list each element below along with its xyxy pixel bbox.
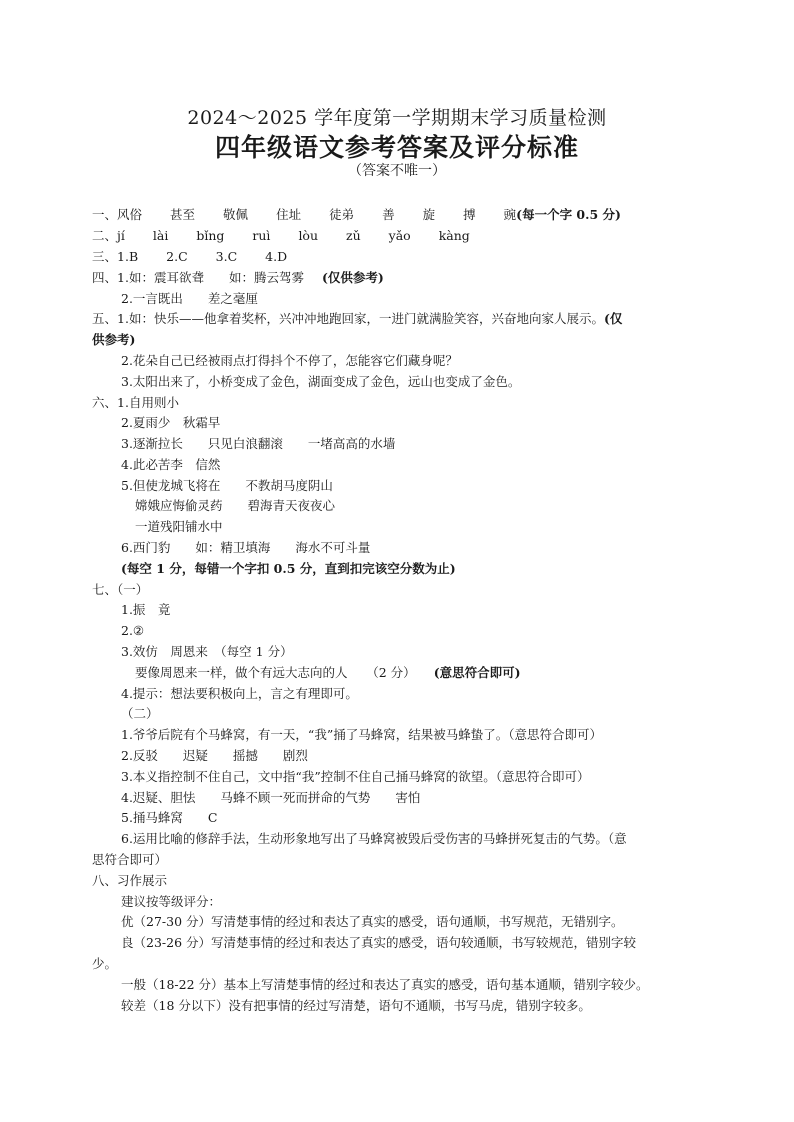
q8-line-4: 一般（18-22 分）基本上写清楚事情的经过和表达了真实的感受，语句基本通顺，错别字较少。 bbox=[121, 977, 649, 992]
q7-1-line-2: 2.② bbox=[121, 623, 145, 638]
subtitle: （答案不唯一） bbox=[348, 163, 446, 179]
q4-line-1 bbox=[92, 270, 384, 286]
q2-pinyin: ruì bbox=[252, 228, 271, 243]
q3-label: 三、 bbox=[92, 249, 118, 264]
q2-line bbox=[92, 228, 470, 244]
q2-label: 二、 bbox=[92, 228, 118, 243]
q5-note-b: 供参考) bbox=[92, 332, 136, 347]
q4-note: (仅供参考) bbox=[321, 270, 384, 285]
q2-pinyin: zǔ bbox=[346, 228, 361, 243]
q6-answer-1: 1.自用则小 bbox=[117, 395, 179, 410]
q2-pinyin: jí bbox=[117, 228, 125, 243]
q7-2-line-1: 1.爷爷后院有个马蜂窝，有一天，“我”捅了马蜂窝，结果被马蜂蛰了。（意思符合即可） bbox=[121, 727, 602, 742]
q5-line-1 bbox=[92, 311, 622, 327]
q7-2-line-5: 5.捅马蜂窝 C bbox=[121, 810, 218, 825]
q1-word: 风俗 bbox=[117, 207, 143, 222]
q3-answer: 2.C bbox=[166, 249, 188, 264]
q2-pinyin: lòu bbox=[298, 228, 319, 243]
q6-line-2: 2.夏雨少 秋霜早 bbox=[121, 415, 221, 430]
q6-line-4: 4.此必苦李 信然 bbox=[121, 457, 221, 472]
q5-line-3: 3.太阳出来了，小桥变成了金色，湖面变成了金色，远山也变成了金色。 bbox=[121, 374, 521, 389]
q7-2-line-6b: 思符合即可） bbox=[92, 852, 168, 867]
q5-label: 五、 bbox=[92, 311, 118, 326]
q7-1-note: (意思符合即可) bbox=[433, 665, 521, 680]
q7-1-answer-3b: 要像周恩来一样，做个有远大志向的人 （2 分） bbox=[135, 665, 416, 680]
q3-answer: 1.B bbox=[117, 249, 139, 264]
q7-1-line-3: 3.效仿 周恩来 （每空 1 分） bbox=[121, 644, 293, 659]
q1-line bbox=[92, 207, 621, 223]
q1-word: 旋 bbox=[422, 207, 436, 222]
q3-line bbox=[92, 249, 287, 265]
q6-score-note: (每空 1 分，每错一个字扣 0.5 分，直到扣完该空分数为止) bbox=[121, 561, 456, 576]
q4-answer-1: 1.如：震耳欲聋 如：腾云驾雾 bbox=[117, 270, 304, 285]
q3-answer: 3.C bbox=[215, 249, 238, 264]
q1-label: 一、 bbox=[92, 207, 118, 222]
q7-2-line-6a: 6.运用比喻的修辞手法，生动形象地写出了马蜂窝被毁后受伤害的马蜂拼死复击的气势。（意 bbox=[121, 831, 627, 846]
q1-word: 搏 bbox=[463, 207, 476, 222]
q7-1-line-1: 1.振 竟 bbox=[121, 602, 171, 617]
q6-line-3: 3.逐渐拉长 只见白浪翻滚 一堵高高的水墙 bbox=[121, 436, 396, 451]
q7-2-line-3: 3.本义指控制不住自己，文中指“我”控制不住自己捅马蜂窝的欲望。（意思符合即可） bbox=[121, 769, 590, 784]
q8-label: 八、习作展示 bbox=[92, 873, 168, 888]
q8-line-3a: 良（23-26 分）写清楚事情的经过和表达了真实的感受，语句较通顺，书写较规范，错别字较 bbox=[121, 935, 637, 950]
q2-pinyin: kàng bbox=[438, 228, 470, 243]
q8-line-2: 优（27-30 分）写清楚事情的经过和表达了真实的感受，语句通顺，书写规范，无错别字。 bbox=[121, 914, 624, 929]
q8-line-3b: 少。 bbox=[92, 956, 118, 971]
q7-label: 七、（一） bbox=[92, 582, 149, 597]
q6-line-1 bbox=[92, 395, 179, 411]
q7-part2-label: （二） bbox=[121, 706, 159, 721]
q1-word: 徒弟 bbox=[329, 207, 355, 222]
q1-word: 善 bbox=[382, 207, 395, 222]
q6-line-5c: 一道残阳铺水中 bbox=[135, 519, 223, 534]
q3-answer: 4.D bbox=[265, 249, 288, 264]
q5-answer-1: 1.如：快乐——他拿着奖杯，兴冲冲地跑回家，一进门就满脸笑容，兴奋地向家人展示。 bbox=[117, 311, 604, 326]
q7-1-line-4: 4.提示：想法要积极向上，言之有理即可。 bbox=[121, 686, 358, 701]
q2-pinyin: yǎo bbox=[388, 228, 411, 243]
q8-line-5: 较差（18 分以下）没有把事情的经过写清楚，语句不通顺，书写马虎，错别字较多。 bbox=[121, 998, 591, 1013]
q8-line-1: 建议按等级评分： bbox=[121, 894, 222, 909]
q2-pinyin: lài bbox=[152, 228, 169, 243]
q7-2-line-2: 2.反驳 迟疑 摇撼 剧烈 bbox=[121, 748, 308, 763]
q1-word: 甚至 bbox=[170, 207, 196, 222]
q1-word: 住址 bbox=[276, 207, 302, 222]
q6-line-6: 6.西门豹 如：精卫填海 海水不可斗量 bbox=[121, 540, 371, 555]
q4-label: 四、 bbox=[92, 270, 118, 285]
q7-2-line-4: 4.迟疑、胆怯 马蜂不顾一死而拼命的气势 害怕 bbox=[121, 790, 421, 805]
q7-1-line-3b bbox=[135, 665, 521, 681]
q1-word: 敬佩 bbox=[223, 207, 249, 222]
q1-score-note: (每一个字 0.5 分) bbox=[516, 207, 621, 222]
q5-line-2: 2.花朵自己已经被雨点打得抖个不停了，怎能容它们藏身呢？ bbox=[121, 353, 458, 368]
exam-title: 2024～2025 学年度第一学期期末学习质量检测 bbox=[187, 107, 607, 129]
q6-label: 六、 bbox=[92, 395, 118, 410]
q6-line-5a: 5.但使龙城飞将在 不教胡马度阴山 bbox=[121, 478, 333, 493]
q4-line-2: 2.一言既出 差之毫厘 bbox=[121, 291, 258, 306]
q2-pinyin: bǐng bbox=[196, 228, 225, 243]
q1-word: 豌 bbox=[503, 207, 517, 222]
page-title: 四年级语文参考答案及评分标准 bbox=[214, 133, 579, 162]
q5-note-a: (仅 bbox=[603, 311, 623, 326]
q6-line-5b: 嫦娥应悔偷灵药 碧海青天夜夜心 bbox=[135, 498, 336, 513]
